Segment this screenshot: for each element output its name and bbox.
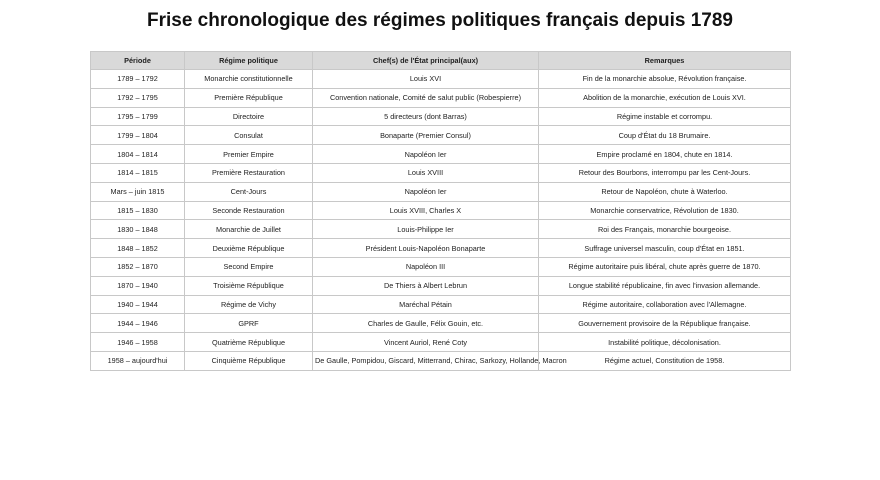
cell-periode: 1795 – 1799: [91, 107, 185, 126]
cell-periode: 1799 – 1804: [91, 126, 185, 145]
header-remarques: Remarques: [539, 52, 791, 70]
table-row: [91, 163, 791, 182]
table-row: [91, 333, 791, 352]
table-row: [91, 295, 791, 314]
chronology-table: [90, 51, 791, 371]
cell-chefs: Napoléon III: [313, 257, 539, 276]
table-row: [91, 201, 791, 220]
cell-periode: 1940 – 1944: [91, 295, 185, 314]
cell-chefs: Vincent Auriol, René Coty: [313, 333, 539, 352]
table-row: [91, 239, 791, 258]
cell-chefs: Napoléon Ier: [313, 145, 539, 164]
cell-regime: Régime de Vichy: [185, 295, 313, 314]
page-title: Frise chronologique des régimes politiques français depuis 1789: [146, 10, 733, 31]
cell-chefs: Charles de Gaulle, Félix Gouin, etc.: [313, 314, 539, 333]
table-row: [91, 126, 791, 145]
cell-periode: 1792 – 1795: [91, 88, 185, 107]
cell-periode: 1944 – 1946: [91, 314, 185, 333]
cell-periode: 1804 – 1814: [91, 145, 185, 164]
table-row: [91, 70, 791, 89]
cell-regime: Première République: [185, 88, 313, 107]
cell-chefs: Louis-Philippe Ier: [313, 220, 539, 239]
cell-regime: Troisième République: [185, 276, 313, 295]
cell-periode: 1870 – 1940: [91, 276, 185, 295]
cell-remarques: Régime instable et corrompu.: [539, 107, 791, 126]
cell-remarques: Coup d'État du 18 Brumaire.: [539, 126, 791, 145]
table-row: [91, 220, 791, 239]
cell-remarques: Suffrage universel masculin, coup d'État en 1851.: [539, 239, 791, 258]
cell-chefs: De Thiers à Albert Lebrun: [313, 276, 539, 295]
table-header-row: [91, 52, 791, 70]
cell-remarques: Roi des Français, monarchie bourgeoise.: [539, 220, 791, 239]
cell-remarques: Monarchie conservatrice, Révolution de 1830.: [539, 201, 791, 220]
cell-remarques: Retour des Bourbons, interrompu par les Cent-Jours.: [539, 163, 791, 182]
cell-regime: Seconde Restauration: [185, 201, 313, 220]
cell-chefs: Bonaparte (Premier Consul): [313, 126, 539, 145]
cell-periode: 1830 – 1848: [91, 220, 185, 239]
cell-periode: 1789 – 1792: [91, 70, 185, 89]
cell-chefs: Convention nationale, Comité de salut public (Robespierre): [313, 88, 539, 107]
cell-chefs: Maréchal Pétain: [313, 295, 539, 314]
table-row: [91, 257, 791, 276]
cell-periode: 1848 – 1852: [91, 239, 185, 258]
cell-periode: 1946 – 1958: [91, 333, 185, 352]
cell-regime: Cent-Jours: [185, 182, 313, 201]
header-regime: Régime politique: [185, 52, 313, 70]
header-periode: Période: [91, 52, 185, 70]
cell-remarques: Abolition de la monarchie, exécution de Louis XVI.: [539, 88, 791, 107]
cell-remarques: Régime autoritaire puis libéral, chute après guerre de 1870.: [539, 257, 791, 276]
cell-remarques: Retour de Napoléon, chute à Waterloo.: [539, 182, 791, 201]
table-row: [91, 107, 791, 126]
cell-periode: 1852 – 1870: [91, 257, 185, 276]
cell-remarques: Instabilité politique, décolonisation.: [539, 333, 791, 352]
cell-remarques: Gouvernement provisoire de la République française.: [539, 314, 791, 333]
cell-periode: 1815 – 1830: [91, 201, 185, 220]
cell-chefs: Président Louis-Napoléon Bonaparte: [313, 239, 539, 258]
cell-remarques: Régime actuel, Constitution de 1958.: [539, 351, 791, 370]
table-row: [91, 182, 791, 201]
table-row: [91, 145, 791, 164]
cell-regime: Monarchie constitutionnelle: [185, 70, 313, 89]
cell-remarques: Longue stabilité républicaine, fin avec l'invasion allemande.: [539, 276, 791, 295]
cell-chefs: Louis XVIII: [313, 163, 539, 182]
table-row: [91, 88, 791, 107]
cell-chefs: 5 directeurs (dont Barras): [313, 107, 539, 126]
cell-regime: Monarchie de Juillet: [185, 220, 313, 239]
cell-regime: Premier Empire: [185, 145, 313, 164]
cell-regime: Consulat: [185, 126, 313, 145]
cell-regime: Première Restauration: [185, 163, 313, 182]
cell-chefs: Louis XVIII, Charles X: [313, 201, 539, 220]
cell-chefs: Napoléon Ier: [313, 182, 539, 201]
cell-regime: Cinquième République: [185, 351, 313, 370]
cell-chefs: De Gaulle, Pompidou, Giscard, Mitterrand, Chirac, Sarkozy, Hollande, Macron: [313, 351, 539, 370]
cell-remarques: Régime autoritaire, collaboration avec l'Allemagne.: [539, 295, 791, 314]
cell-chefs: Louis XVI: [313, 70, 539, 89]
table-row: [91, 276, 791, 295]
cell-regime: GPRF: [185, 314, 313, 333]
cell-periode: Mars – juin 1815: [91, 182, 185, 201]
table-row: [91, 351, 791, 370]
cell-regime: Quatrième République: [185, 333, 313, 352]
table-row: [91, 314, 791, 333]
cell-remarques: Empire proclamé en 1804, chute en 1814.: [539, 145, 791, 164]
cell-regime: Deuxième République: [185, 239, 313, 258]
cell-periode: 1814 – 1815: [91, 163, 185, 182]
cell-regime: Directoire: [185, 107, 313, 126]
cell-periode: 1958 – aujourd'hui: [91, 351, 185, 370]
header-chefs: Chef(s) de l'État principal(aux): [313, 52, 539, 70]
cell-regime: Second Empire: [185, 257, 313, 276]
cell-remarques: Fin de la monarchie absolue, Révolution française.: [539, 70, 791, 89]
